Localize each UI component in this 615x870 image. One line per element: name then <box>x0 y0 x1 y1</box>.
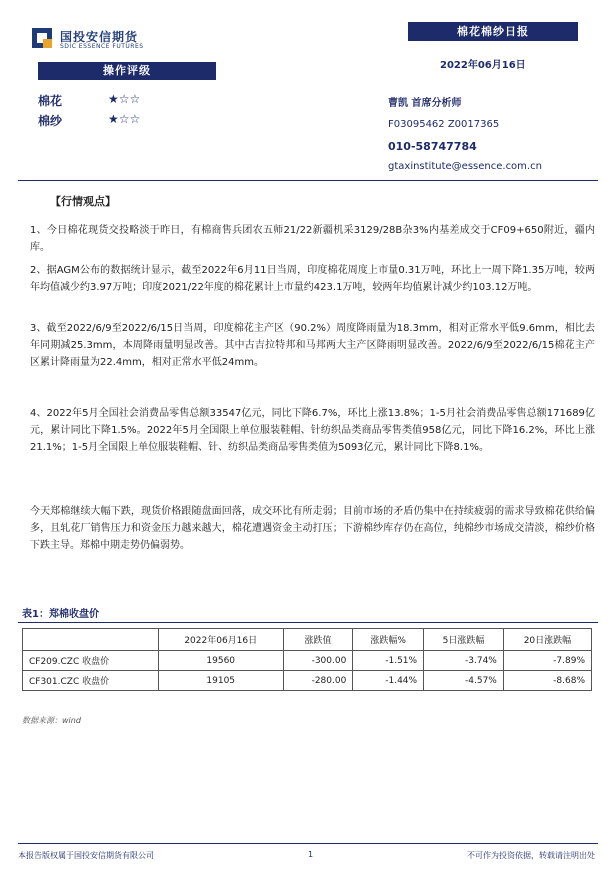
company-logo-icon <box>32 28 52 48</box>
report-title: 棉花棉纱日报 <box>408 22 578 41</box>
point-3: 3、截至2022/6/9至2022/6/15日当周，印度棉花主产区（90.2%）周度降雨量为18.3mm，相对正常水平低9.6mm，相比去年同期减25.3mm，本周降雨量明显改善。其中古吉拉特邦和马邦两大主产区降雨明显改善。2022/6/9至2022/6/15棉花主产区累计降雨量为22.4mm，相对正常水平低24mm。 <box>30 323 595 368</box>
rating-label: 棉纱 <box>38 114 63 128</box>
table-header-cell: 20日涨跌幅 <box>503 629 591 651</box>
change-pct: -1.51% <box>353 651 424 671</box>
table-title: 表1：郑棉收盘价 <box>22 609 99 620</box>
rating-banner: 操作评级 <box>38 62 216 80</box>
star-rating-icon: ★☆☆ <box>108 92 141 106</box>
table-header-cell: 5日涨跌幅 <box>424 629 504 651</box>
change-20d: -8.68% <box>503 671 591 691</box>
section-divider <box>18 180 598 181</box>
section-title: 【行情观点】 <box>50 195 116 208</box>
analyst-name: 曹凯 首席分析师 <box>388 98 462 109</box>
rating-row-yarn <box>38 112 141 129</box>
point-1: 1、今日棉花现货交投略淡于昨日，有棉商售兵团农五师21/22新疆机采3129/28B杂3%内基差成交于CF09+650附近，疆内库。 <box>30 225 595 253</box>
point-4: 4、2022年5月全国社会消费品零售总额33547亿元，同比下降6.7%，环比上涨13.8%；1-5月社会消费品零售总额171689亿元，累计同比下降1.5%。2022年5月全国限上单位服装鞋帽、针纺织品类商品零售类值958亿元，同比下降16.2%，环比上涨21.1%；1-5月全国限上单位服装鞋帽、针、纺织品类商品零售类值为5093亿元，累计同比下降8.1%。 <box>30 408 595 453</box>
analyst-email[interactable]: gtaxinstitute@essence.com.cn <box>388 161 542 172</box>
contract-name: CF301.CZC 收盘价 <box>23 671 159 691</box>
analyst-phone: 010-58747784 <box>388 140 477 153</box>
close-price: 19105 <box>158 671 283 691</box>
change-20d: -7.89% <box>503 651 591 671</box>
company-name-en: SDIC ESSENCE FUTURES <box>60 43 144 50</box>
table-header-row <box>23 629 592 651</box>
table-header-cell: 2022年06月16日 <box>158 629 283 651</box>
report-date: 2022年06月16日 <box>440 60 526 71</box>
change-value: -280.00 <box>283 671 353 691</box>
point-2: 2、据AGM公布的数据统计显示，截至2022年6月11日当周，印度棉花周度上市量0.31万吨，环比上一周下降1.35万吨，较两年均值减少约3.97万吨；印度2021/22年度的棉花累计上市量约423.1万吨，较两年均值累计减少约103.12万吨。 <box>30 265 595 293</box>
company-name: 国投安信期货 <box>60 30 139 44</box>
star-rating-icon: ★☆☆ <box>108 112 141 126</box>
price-table <box>22 628 592 691</box>
table-row <box>23 671 592 691</box>
close-price: 19560 <box>158 651 283 671</box>
footer-divider <box>18 843 598 844</box>
table-row <box>23 651 592 671</box>
change-5d: -3.74% <box>424 651 504 671</box>
data-source: 数据来源：wind <box>22 716 81 725</box>
analyst-license: F03095462 Z0017365 <box>388 119 500 130</box>
table-rule <box>18 622 598 623</box>
change-5d: -4.57% <box>424 671 504 691</box>
table-header-cell: 涨跌幅% <box>353 629 424 651</box>
summary-paragraph: 今天郑棉继续大幅下跌，现货价格跟随盘面回落，成交环比有所走弱；目前市场的矛盾仍集中在持续疲弱的需求导致棉花供给偏多，且轧花厂销售压力和资金压力越来越大，棉花遭遇资金主动打压；下游棉纱库存仍在高位，纯棉纱市场成交清淡，棉纱价格下跌主导。郑棉中期走势仍偏弱势。 <box>30 506 595 551</box>
contract-name: CF209.CZC 收盘价 <box>23 651 159 671</box>
table-header-cell <box>23 629 159 651</box>
change-value: -300.00 <box>283 651 353 671</box>
rating-label: 棉花 <box>38 94 63 108</box>
footer-disclaimer: 不可作为投资依据，转载请注明出处 <box>467 851 595 860</box>
footer-copyright: 本报告版权属于国投安信期货有限公司 <box>18 851 154 860</box>
change-pct: -1.44% <box>353 671 424 691</box>
table-header-cell: 涨跌值 <box>283 629 353 651</box>
rating-row-cotton <box>38 92 141 109</box>
page-number: 1 <box>308 850 314 859</box>
